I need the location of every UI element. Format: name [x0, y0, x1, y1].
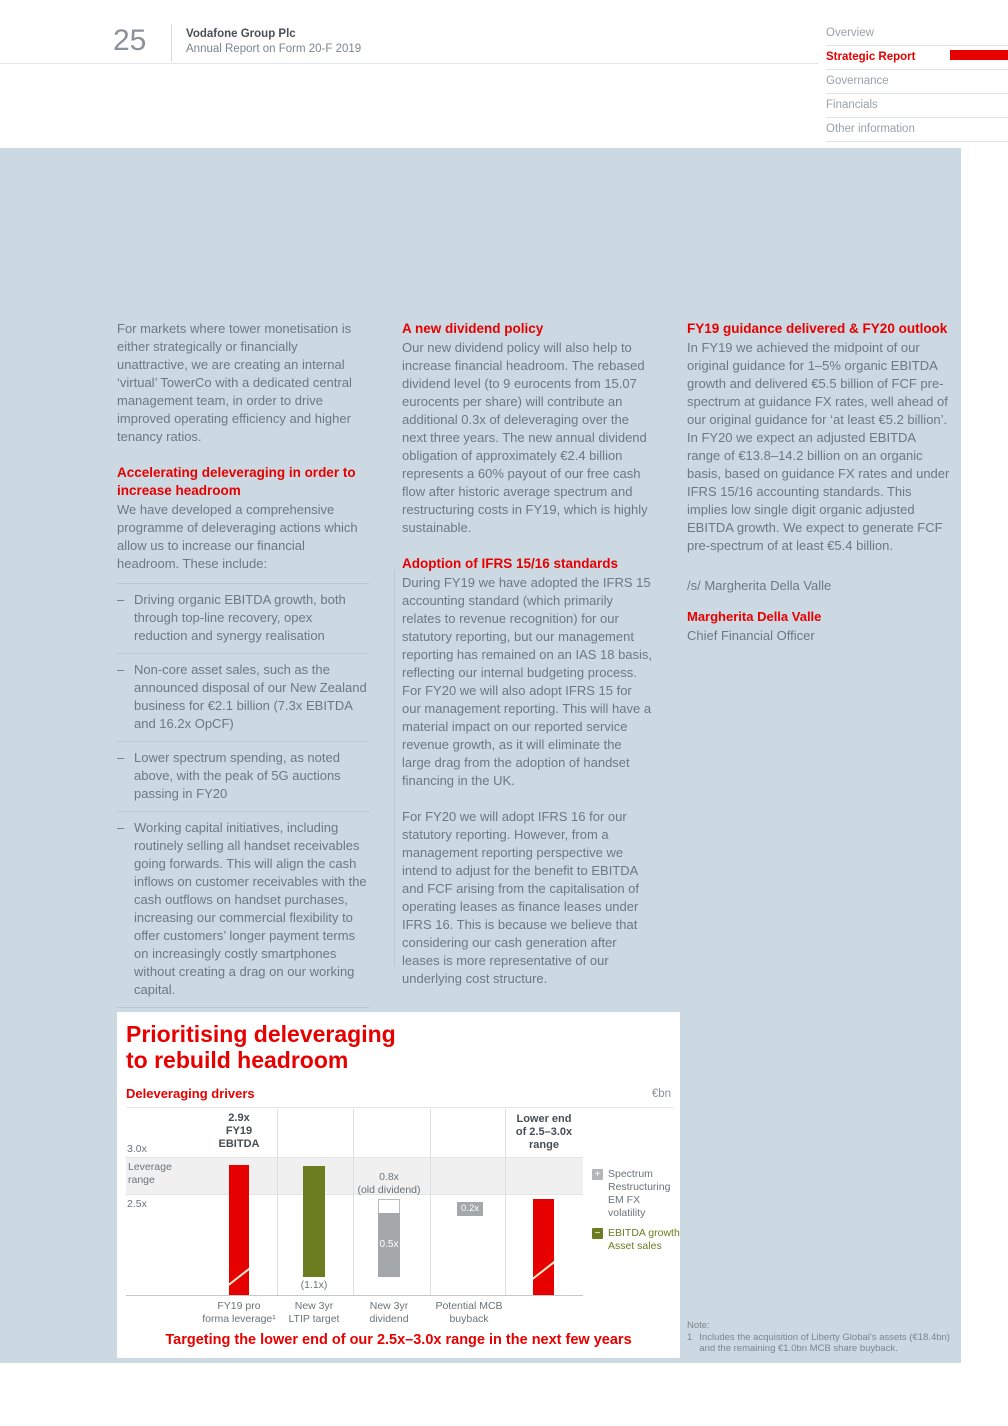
bar-value-label: Lower end of 2.5–3.0x range — [515, 1113, 573, 1151]
axis-break-icon — [533, 1259, 554, 1280]
chart-title — [126, 1021, 396, 1073]
paragraph: In FY19 we achieved the midpoint of our original guidance for 1–5% organic EBITDA growth and delivered €5.5 billion of FCF pre-spectrum at guidance FX rates, well ahead of our original guidance for ‘at least €5.2 billion’. In FY20 we expect an adjusted EBITDA range of €13.8–14.2 billion on an organic basis, based on guidance FX rates and under IFRS 15/16 accounting standards. This implies low single digit organic adjusted EBITDA growth. We expect to generate FCF pre-spectrum of at least €5.4 billion. — [687, 340, 950, 553]
nav-item-overview[interactable]: Overview — [826, 22, 1008, 46]
paragraph: During FY19 we have adopted the IFRS 15 accounting standard (which primarily relates to revenue recognition) for our statutory reporting, but our management reporting has remained on an IAS 18 basis, reflecting our internal budgeting process. For FY20 we will also adopt IFRS 15 for our management reporting. This will have a material impact on our reported service revenue growth, as it will eliminate the large drag from the adoption of handset financing in the UK. — [402, 575, 653, 788]
category-separator — [353, 1109, 354, 1295]
list-item: – Lower spectrum spending, as noted above, with the peak of 5G auctions passing in FY20 — [117, 741, 369, 811]
x-axis-line — [126, 1295, 583, 1296]
section-heading: Accelerating deleveraging in order to increase headroom — [117, 465, 356, 498]
chart-panel — [117, 1012, 680, 1358]
company-name: Vodafone Group Plc — [186, 28, 296, 40]
chart-title-line2: to rebuild headroom — [126, 1047, 349, 1073]
section-heading: A new dividend policy — [402, 321, 544, 336]
section-heading: Adoption of IFRS 15/16 standards — [402, 556, 619, 571]
page-number: 25 — [113, 24, 147, 57]
note-label: Note: — [687, 1320, 710, 1331]
note-text: Includes the acquisition of Liberty Global’s assets (€18.4bn) and the remaining €1.0bn MCB share buyback. — [699, 1331, 950, 1354]
legend-item — [592, 1227, 680, 1253]
band-label: Leverage range — [128, 1161, 172, 1186]
paragraph: For FY20 we will adopt IFRS 16 for our statutory reporting. However, from a management reporting perspective we intend to adjust for the benefit to EBITDA and FCF arising from the capitalisation of operating leases as finance leases under IFRS 16. This is because we believe that considering our cash generation after leases is more representative of our underlying cost structure. — [402, 809, 639, 986]
minus-icon: − — [592, 1228, 603, 1239]
bar-lower-end — [533, 1199, 554, 1295]
chart-caption: Targeting the lower end of our 2.5x–3.0x range in the next few years — [165, 1332, 632, 1348]
header-rule — [0, 63, 818, 64]
bar-value-label: 0.8x (old dividend) — [357, 1171, 421, 1196]
category-label: New 3yr dividend — [369, 1300, 409, 1325]
nav-item-other-information[interactable]: Other information — [826, 118, 1008, 142]
axis-tick-3-0x: 3.0x — [127, 1143, 147, 1155]
paragraph: We have developed a comprehensive programme of deleveraging actions which allow us to increase our financial headroom. These include: — [117, 502, 358, 571]
category-separator — [430, 1109, 431, 1295]
list-item: – Working capital initiatives, including routinely selling all handset receivables going forwards. This will align the cash inflows on customer receivables with the cash outflows on handset purchases, increasing our commercial flexibility to offer customers’ longer payment terms on increasingly costly smartphones without creating a drag on our working capital. — [117, 811, 369, 1008]
paragraph: Our new dividend policy will also help to increase financial headroom. The rebased dividend level (to 9 eurocents from 15.07 eurocents per share) will contribute an additional 0.3x of deleveraging over the next three years. The new annual dividend obligation of approximately €2.4 billion represents a 60% payout of our free cash flow after historic average spectrum and restructuring costs in FY19, which is highly sustainable. — [402, 340, 648, 535]
chart-rule — [126, 1107, 674, 1108]
bar-fy19-leverage — [229, 1165, 249, 1295]
category-label: Potential MCB buyback — [435, 1300, 503, 1325]
nav-item-label: Strategic Report — [826, 51, 916, 63]
nav-item-governance[interactable]: Governance — [826, 70, 1008, 94]
plus-icon: + — [592, 1169, 603, 1180]
header-divider — [171, 24, 172, 62]
chart-unit-label: €bn — [651, 1088, 671, 1100]
report-title: Annual Report on Form 20-F 2019 — [186, 43, 362, 55]
bar-mcb-buyback: 0.2x — [457, 1202, 483, 1216]
bar-dividend-new — [378, 1213, 400, 1277]
active-section-indicator — [950, 50, 1008, 60]
chart-note — [687, 1320, 963, 1355]
section-heading: FY19 guidance delivered & FY20 outlook — [687, 321, 948, 336]
category-label: New 3yr LTIP target — [288, 1300, 340, 1325]
nav-item-financials[interactable]: Financials — [826, 94, 1008, 118]
category-label: FY19 pro forma leverage¹ — [202, 1300, 276, 1325]
bar-dividend-old-outline — [378, 1199, 400, 1214]
bar-ltip-target — [303, 1166, 325, 1277]
signature-line: /s/ Margherita Della Valle — [687, 578, 832, 593]
legend-text: Spectrum Restructuring EM FX volatility — [608, 1168, 671, 1219]
text-column-2 — [402, 320, 654, 1006]
axis-tick-2-5x: 2.5x — [127, 1198, 147, 1210]
bar-value-label: 2.9x FY19 EBITDA — [218, 1112, 260, 1150]
bullet-list — [117, 583, 369, 1008]
chart-subtitle: Deleveraging drivers — [126, 1086, 255, 1101]
text-column-3 — [687, 320, 951, 645]
bar-value-label: 0.5x — [379, 1239, 399, 1250]
legend-text: EBITDA growth Asset sales — [608, 1227, 680, 1252]
chart-title-line1: Prioritising deleveraging — [126, 1021, 396, 1047]
signatory-role: Chief Financial Officer — [687, 628, 815, 643]
column-divider — [394, 570, 395, 966]
legend-item — [592, 1168, 680, 1220]
chart-legend — [592, 1168, 680, 1260]
list-item: – Driving organic EBITDA growth, both through top-line recovery, opex reduction and synergy realisation — [117, 583, 369, 653]
signatory-name: Margherita Della Valle — [687, 609, 822, 624]
section-nav — [826, 22, 1008, 142]
nav-item-strategic-report[interactable] — [826, 46, 1008, 70]
axis-break-icon — [229, 1265, 249, 1286]
paragraph: For markets where tower monetisation is either strategically or financially unattractive, we are creating an internal ‘virtual’ TowerCo with a dedicated central management team, in order to drive improved operating efficiency and higher tenancy ratios. — [117, 321, 352, 444]
bar-value-label: (1.1x) — [300, 1279, 328, 1291]
text-column-1 — [117, 320, 369, 1008]
list-item: – Non-core asset sales, such as the announced disposal of our New Zealand business for €2.1 billion (7.3x EBITDA and 16.2x OpCF) — [117, 653, 369, 741]
note-marker: 1 — [687, 1331, 693, 1343]
